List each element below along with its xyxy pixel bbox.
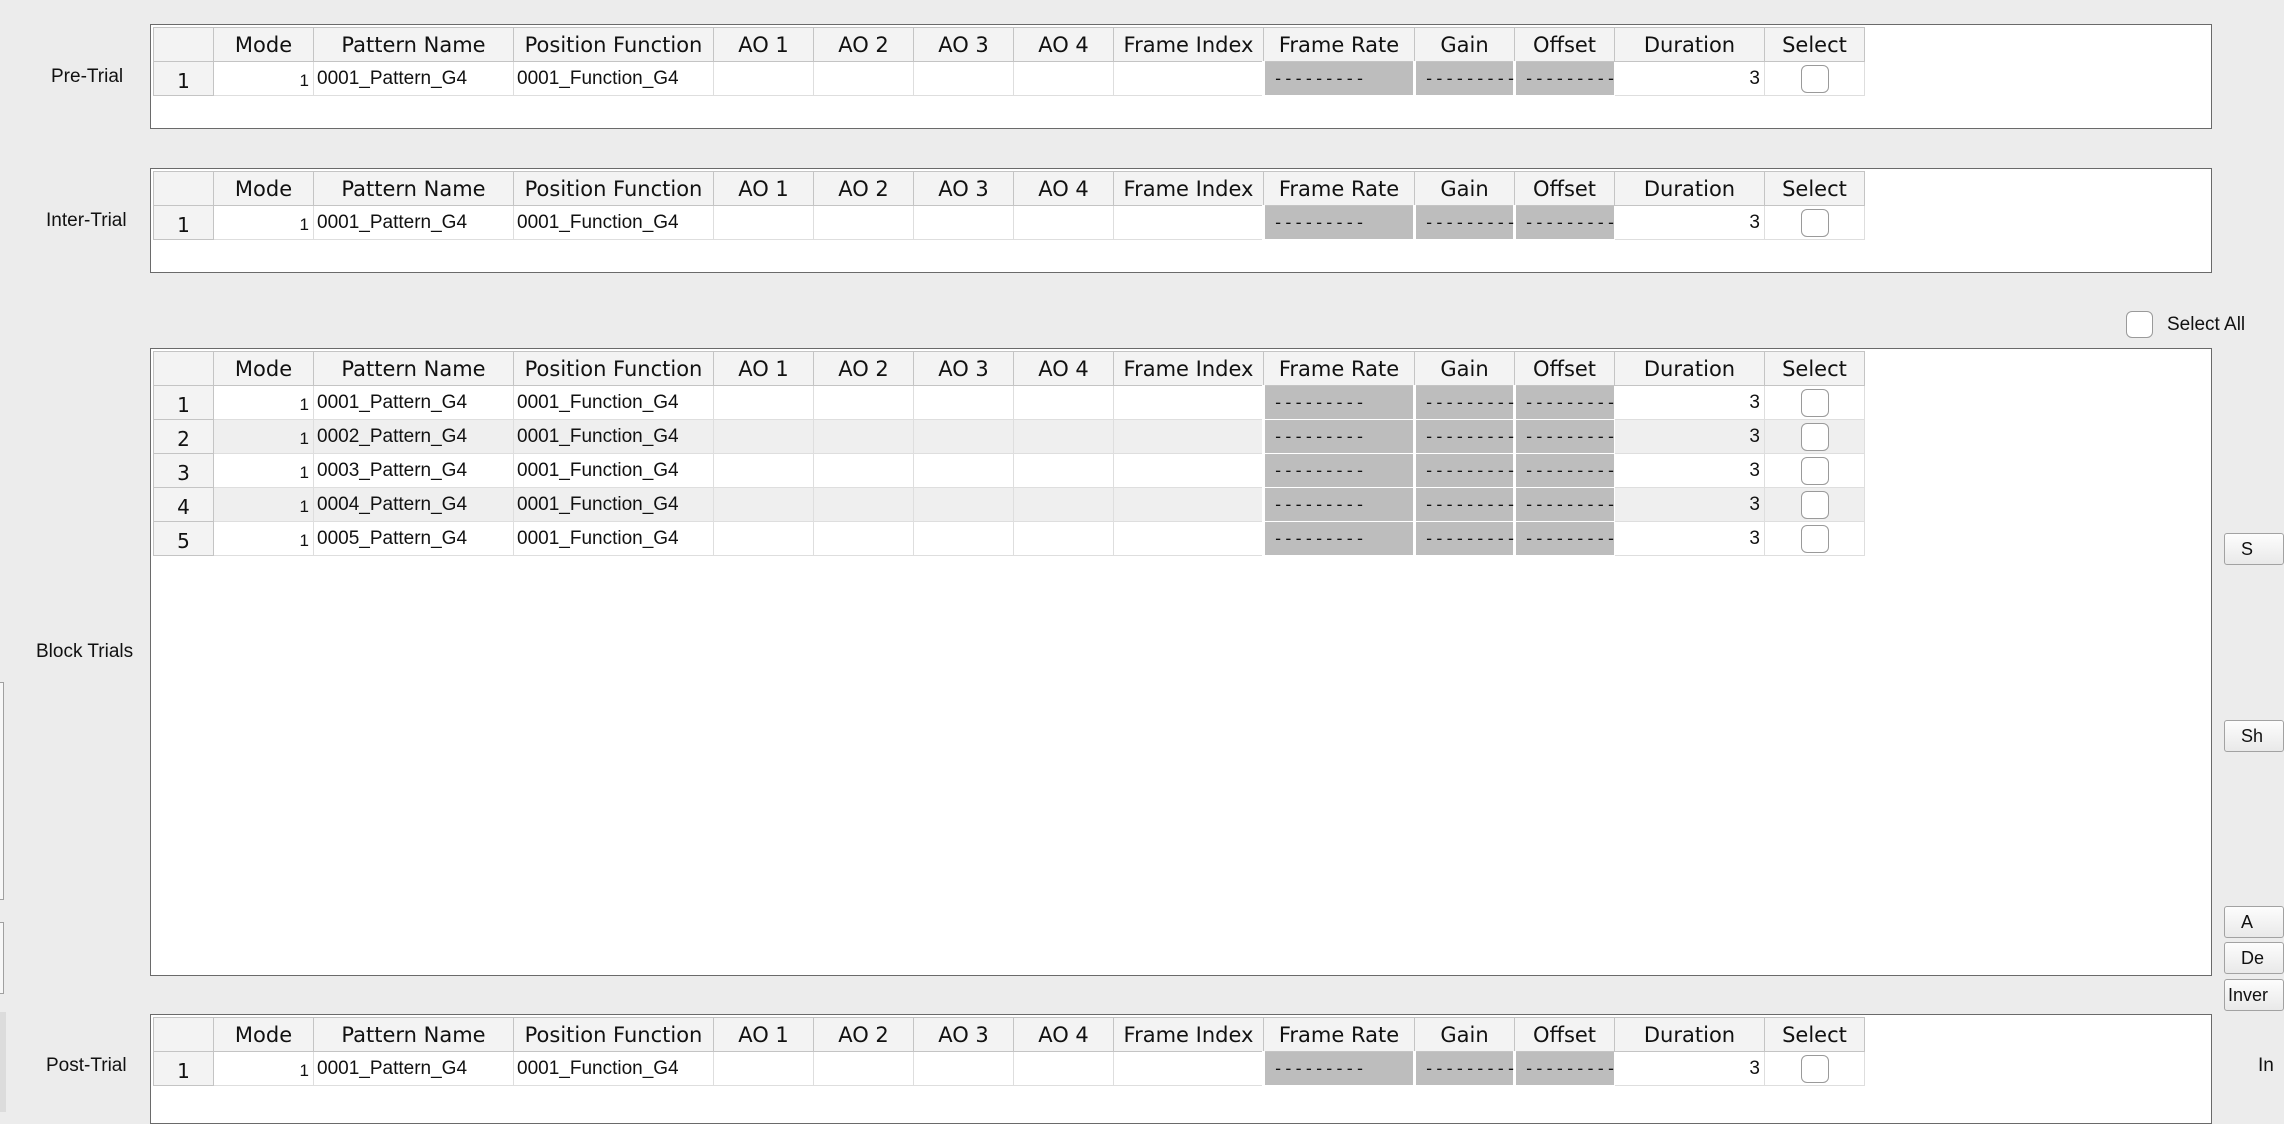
intertrial-table: [153, 171, 1865, 240]
ao2-cell[interactable]: [814, 522, 914, 556]
column-header-frame-index[interactable]: Frame Index: [1114, 172, 1264, 206]
mode-cell[interactable]: 1: [214, 386, 314, 420]
duration-cell[interactable]: 3: [1615, 1052, 1765, 1086]
select-cell[interactable]: [1765, 454, 1865, 488]
mode-cell[interactable]: 1: [214, 488, 314, 522]
column-header-duration[interactable]: Duration: [1615, 1018, 1765, 1052]
left-panel-edge: [0, 1012, 6, 1112]
table-row[interactable]: [154, 386, 1865, 420]
column-header-ao-3[interactable]: AO 3: [914, 28, 1014, 62]
mode-cell[interactable]: 1: [214, 420, 314, 454]
column-header-ao-2[interactable]: AO 2: [814, 352, 914, 386]
column-header-frame-index[interactable]: Frame Index: [1114, 28, 1264, 62]
table-row[interactable]: [154, 62, 1865, 96]
table-row[interactable]: [154, 454, 1865, 488]
select-cell[interactable]: [1765, 206, 1865, 240]
ao1-cell[interactable]: [714, 420, 814, 454]
select-all-control[interactable]: [2126, 311, 2245, 338]
select-checkbox[interactable]: [1801, 423, 1829, 451]
ao2-cell[interactable]: [814, 488, 914, 522]
column-header-mode[interactable]: Mode: [214, 28, 314, 62]
select-checkbox[interactable]: [1801, 525, 1829, 553]
gain-cell: ---------: [1415, 488, 1515, 522]
ao2-cell[interactable]: [814, 420, 914, 454]
row-number[interactable]: 4: [154, 488, 214, 522]
side-button-2[interactable]: Sh: [2224, 720, 2284, 752]
mode-cell[interactable]: 1: [214, 1052, 314, 1086]
select-cell[interactable]: [1765, 1052, 1865, 1086]
column-header-position-function[interactable]: Position Function: [514, 352, 714, 386]
column-header-ao-1[interactable]: AO 1: [714, 352, 814, 386]
row-header-corner: [154, 28, 214, 62]
mode-cell[interactable]: 1: [214, 522, 314, 556]
column-header-frame-rate[interactable]: Frame Rate: [1264, 172, 1415, 206]
posttrial-label: Post-Trial: [46, 1055, 127, 1076]
select-checkbox[interactable]: [1801, 1055, 1829, 1083]
column-header-frame-rate[interactable]: Frame Rate: [1264, 28, 1415, 62]
position-function-cell[interactable]: 0001_Function_G4: [514, 522, 714, 556]
pattern-name-cell[interactable]: 0005_Pattern_G4: [314, 522, 514, 556]
select-checkbox[interactable]: [1801, 65, 1829, 93]
column-header-ao-3[interactable]: AO 3: [914, 352, 1014, 386]
ao1-cell[interactable]: [714, 488, 814, 522]
column-header-frame-index[interactable]: Frame Index: [1114, 352, 1264, 386]
column-header-mode[interactable]: Mode: [214, 352, 314, 386]
ao1-cell[interactable]: [714, 386, 814, 420]
duration-cell[interactable]: 3: [1615, 206, 1765, 240]
column-header-pattern-name[interactable]: Pattern Name: [314, 352, 514, 386]
ao3-cell[interactable]: [914, 488, 1014, 522]
offset-cell: ---------: [1515, 454, 1615, 488]
ao3-cell[interactable]: [914, 62, 1014, 96]
offset-cell: ---------: [1515, 488, 1615, 522]
column-header-offset[interactable]: Offset: [1515, 1018, 1615, 1052]
gain-cell: ---------: [1415, 206, 1515, 240]
position-function-cell[interactable]: 0001_Function_G4: [514, 1052, 714, 1086]
column-header-gain[interactable]: Gain: [1415, 1018, 1515, 1052]
side-button-1[interactable]: S: [2224, 533, 2284, 565]
column-header-gain[interactable]: Gain: [1415, 172, 1515, 206]
ao3-cell[interactable]: [914, 420, 1014, 454]
position-function-cell[interactable]: 0001_Function_G4: [514, 420, 714, 454]
offset-cell: ---------: [1515, 420, 1615, 454]
pattern-name-cell[interactable]: 0002_Pattern_G4: [314, 420, 514, 454]
column-header-offset[interactable]: Offset: [1515, 172, 1615, 206]
gain-cell: ---------: [1415, 62, 1515, 96]
column-header-ao-3[interactable]: AO 3: [914, 172, 1014, 206]
column-header-ao-2[interactable]: AO 2: [814, 1018, 914, 1052]
frame-index-cell[interactable]: [1114, 1052, 1264, 1086]
frame-rate-cell: ---------: [1264, 488, 1415, 522]
column-header-ao-4[interactable]: AO 4: [1014, 1018, 1114, 1052]
ao1-cell[interactable]: [714, 522, 814, 556]
intertrial-label: Inter-Trial: [46, 210, 127, 231]
block-trials-table-panel: [150, 348, 2212, 976]
pattern-name-cell[interactable]: 0001_Pattern_G4: [314, 62, 514, 96]
posttrial-table: [153, 1017, 1865, 1086]
frame-rate-cell: ---------: [1264, 386, 1415, 420]
position-function-cell[interactable]: 0001_Function_G4: [514, 454, 714, 488]
duration-cell[interactable]: 3: [1615, 420, 1765, 454]
column-header-select[interactable]: Select: [1765, 28, 1865, 62]
pretrial-table: [153, 27, 1865, 96]
column-header-ao-1[interactable]: AO 1: [714, 28, 814, 62]
row-number[interactable]: 3: [154, 454, 214, 488]
frame-rate-cell: ---------: [1264, 420, 1415, 454]
posttrial-table-panel: [150, 1014, 2212, 1124]
table-row[interactable]: [154, 1052, 1865, 1086]
block-trials-table: [153, 351, 1865, 556]
select-cell[interactable]: [1765, 488, 1865, 522]
ao3-cell[interactable]: [914, 1052, 1014, 1086]
left-panel-edge: [0, 682, 4, 900]
frame-rate-cell: ---------: [1264, 206, 1415, 240]
column-header-mode[interactable]: Mode: [214, 1018, 314, 1052]
frame-index-cell[interactable]: [1114, 522, 1264, 556]
frame-index-cell[interactable]: [1114, 420, 1264, 454]
select-cell[interactable]: [1765, 62, 1865, 96]
pattern-name-cell[interactable]: 0001_Pattern_G4: [314, 206, 514, 240]
position-function-cell[interactable]: 0001_Function_G4: [514, 488, 714, 522]
column-header-duration[interactable]: Duration: [1615, 28, 1765, 62]
column-header-position-function[interactable]: Position Function: [514, 28, 714, 62]
column-header-pattern-name[interactable]: Pattern Name: [314, 172, 514, 206]
add-button[interactable]: A: [2224, 906, 2284, 938]
ao1-cell[interactable]: [714, 454, 814, 488]
row-header-corner: [154, 172, 214, 206]
ao1-cell[interactable]: [714, 1052, 814, 1086]
table-row[interactable]: [154, 488, 1865, 522]
offset-cell: ---------: [1515, 206, 1615, 240]
select-cell[interactable]: [1765, 522, 1865, 556]
ao1-cell[interactable]: [714, 62, 814, 96]
select-all-checkbox[interactable]: [2126, 311, 2153, 338]
duration-cell[interactable]: 3: [1615, 522, 1765, 556]
gain-cell: ---------: [1415, 420, 1515, 454]
gain-cell: ---------: [1415, 386, 1515, 420]
row-number[interactable]: 1: [154, 386, 214, 420]
ao2-cell[interactable]: [814, 386, 914, 420]
row-number[interactable]: 1: [154, 206, 214, 240]
column-header-ao-2[interactable]: AO 2: [814, 172, 914, 206]
frame-rate-cell: ---------: [1264, 1052, 1415, 1086]
column-header-position-function[interactable]: Position Function: [514, 1018, 714, 1052]
column-header-pattern-name[interactable]: Pattern Name: [314, 1018, 514, 1052]
offset-cell: ---------: [1515, 522, 1615, 556]
ao2-cell[interactable]: [814, 1052, 914, 1086]
duration-cell[interactable]: 3: [1615, 454, 1765, 488]
duration-cell[interactable]: 3: [1615, 62, 1765, 96]
column-header-gain[interactable]: Gain: [1415, 352, 1515, 386]
column-header-duration[interactable]: Duration: [1615, 352, 1765, 386]
position-function-cell[interactable]: 0001_Function_G4: [514, 206, 714, 240]
block-trials-label: Block Trials: [36, 641, 134, 662]
column-header-pattern-name[interactable]: Pattern Name: [314, 28, 514, 62]
table-row[interactable]: [154, 522, 1865, 556]
column-header-offset[interactable]: Offset: [1515, 352, 1615, 386]
pattern-name-cell[interactable]: 0004_Pattern_G4: [314, 488, 514, 522]
column-header-ao-3[interactable]: AO 3: [914, 1018, 1014, 1052]
intertrial-table-panel: [150, 168, 2212, 273]
delete-button[interactable]: De: [2224, 942, 2284, 974]
side-label: In: [2258, 1055, 2274, 1076]
table-row[interactable]: [154, 206, 1865, 240]
gain-cell: ---------: [1415, 522, 1515, 556]
row-number[interactable]: 5: [154, 522, 214, 556]
select-cell[interactable]: [1765, 386, 1865, 420]
column-header-offset[interactable]: Offset: [1515, 28, 1615, 62]
ao3-cell[interactable]: [914, 522, 1014, 556]
pattern-name-cell[interactable]: 0001_Pattern_G4: [314, 1052, 514, 1086]
frame-rate-cell: ---------: [1264, 522, 1415, 556]
mode-cell[interactable]: 1: [214, 206, 314, 240]
ao4-cell[interactable]: [1014, 206, 1114, 240]
column-header-gain[interactable]: Gain: [1415, 28, 1515, 62]
invert-selection-button[interactable]: Inver: [2224, 979, 2284, 1011]
ao4-cell[interactable]: [1014, 420, 1114, 454]
column-header-select[interactable]: Select: [1765, 352, 1865, 386]
frame-index-cell[interactable]: [1114, 488, 1264, 522]
column-header-select[interactable]: Select: [1765, 172, 1865, 206]
select-checkbox[interactable]: [1801, 389, 1829, 417]
ao1-cell[interactable]: [714, 206, 814, 240]
column-header-ao-1[interactable]: AO 1: [714, 1018, 814, 1052]
pretrial-label: Pre-Trial: [51, 66, 124, 87]
left-panel-edge: [0, 922, 4, 994]
gain-cell: ---------: [1415, 1052, 1515, 1086]
column-header-ao-4[interactable]: AO 4: [1014, 28, 1114, 62]
ao4-cell[interactable]: [1014, 454, 1114, 488]
column-header-select[interactable]: Select: [1765, 1018, 1865, 1052]
column-header-duration[interactable]: Duration: [1615, 172, 1765, 206]
ao2-cell[interactable]: [814, 206, 914, 240]
mode-cell[interactable]: 1: [214, 62, 314, 96]
ao4-cell[interactable]: [1014, 1052, 1114, 1086]
select-checkbox[interactable]: [1801, 209, 1829, 237]
column-header-ao-2[interactable]: AO 2: [814, 28, 914, 62]
position-function-cell[interactable]: 0001_Function_G4: [514, 62, 714, 96]
column-header-frame-index[interactable]: Frame Index: [1114, 1018, 1264, 1052]
column-header-frame-rate[interactable]: Frame Rate: [1264, 352, 1415, 386]
ao3-cell[interactable]: [914, 386, 1014, 420]
pattern-name-cell[interactable]: 0001_Pattern_G4: [314, 386, 514, 420]
pretrial-table-panel: [150, 24, 2212, 129]
pattern-name-cell[interactable]: 0003_Pattern_G4: [314, 454, 514, 488]
row-number[interactable]: 1: [154, 62, 214, 96]
column-header-ao-1[interactable]: AO 1: [714, 172, 814, 206]
offset-cell: ---------: [1515, 1052, 1615, 1086]
mode-cell[interactable]: 1: [214, 454, 314, 488]
select-all-label: Select All: [2167, 313, 2246, 335]
frame-rate-cell: ---------: [1264, 62, 1415, 96]
position-function-cell[interactable]: 0001_Function_G4: [514, 386, 714, 420]
select-checkbox[interactable]: [1801, 457, 1829, 485]
frame-rate-cell: ---------: [1264, 454, 1415, 488]
select-checkbox[interactable]: [1801, 491, 1829, 519]
offset-cell: ---------: [1515, 386, 1615, 420]
column-header-mode[interactable]: Mode: [214, 172, 314, 206]
row-header-corner: [154, 1018, 214, 1052]
column-header-ao-4[interactable]: AO 4: [1014, 172, 1114, 206]
ao4-cell[interactable]: [1014, 386, 1114, 420]
ao4-cell[interactable]: [1014, 488, 1114, 522]
column-header-position-function[interactable]: Position Function: [514, 172, 714, 206]
ao2-cell[interactable]: [814, 454, 914, 488]
duration-cell[interactable]: 3: [1615, 386, 1765, 420]
frame-index-cell[interactable]: [1114, 62, 1264, 96]
ao4-cell[interactable]: [1014, 62, 1114, 96]
row-number[interactable]: 1: [154, 1052, 214, 1086]
row-header-corner: [154, 352, 214, 386]
offset-cell: ---------: [1515, 62, 1615, 96]
frame-index-cell[interactable]: [1114, 206, 1264, 240]
duration-cell[interactable]: 3: [1615, 488, 1765, 522]
column-header-ao-4[interactable]: AO 4: [1014, 352, 1114, 386]
ao4-cell[interactable]: [1014, 522, 1114, 556]
gain-cell: ---------: [1415, 454, 1515, 488]
row-number[interactable]: 2: [154, 420, 214, 454]
frame-index-cell[interactable]: [1114, 454, 1264, 488]
select-cell[interactable]: [1765, 420, 1865, 454]
table-row[interactable]: [154, 420, 1865, 454]
ao3-cell[interactable]: [914, 454, 1014, 488]
frame-index-cell[interactable]: [1114, 386, 1264, 420]
ao3-cell[interactable]: [914, 206, 1014, 240]
ao2-cell[interactable]: [814, 62, 914, 96]
column-header-frame-rate[interactable]: Frame Rate: [1264, 1018, 1415, 1052]
